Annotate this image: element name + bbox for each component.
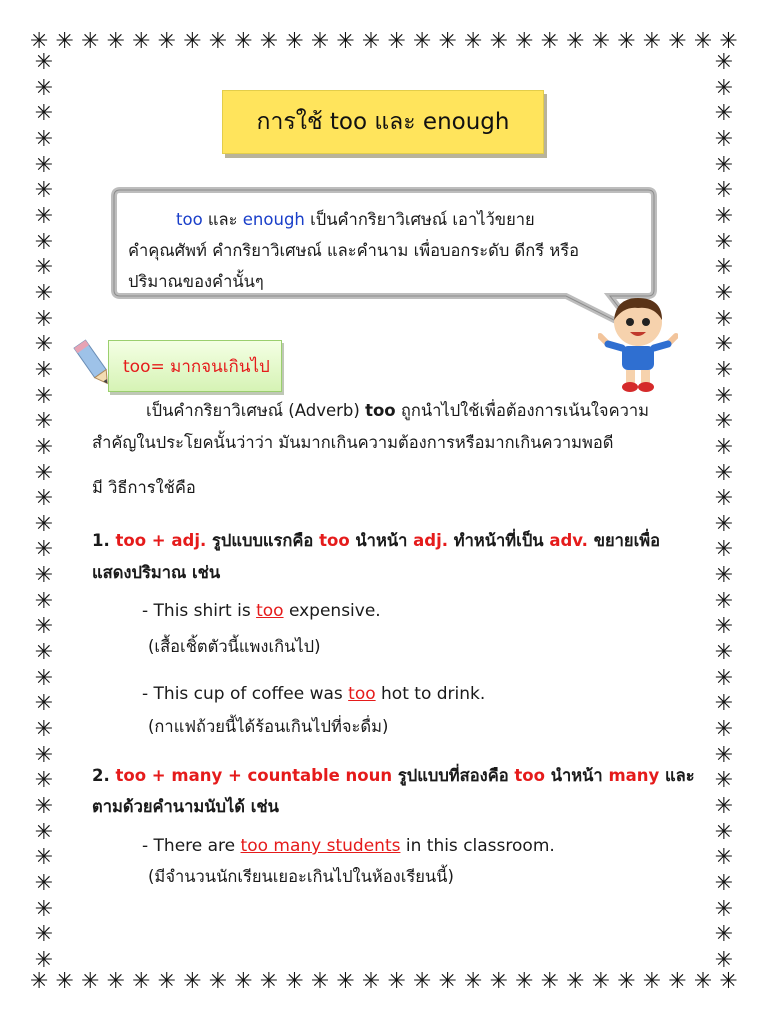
asterisk-border-icon: ✳ (157, 29, 177, 54)
asterisk-border-icon: ✳ (464, 29, 483, 54)
asterisk-border-icon: ✳ (642, 29, 662, 54)
asterisk-border-icon: ✳ (34, 383, 54, 409)
example1-post: expensive. (283, 601, 381, 621)
asterisk-border-icon: ✳ (714, 768, 734, 794)
asterisk-border-icon: ✳ (183, 969, 202, 994)
asterisk-border-icon: ✳ (34, 101, 54, 127)
asterisk-border-icon: ✳ (34, 178, 54, 204)
asterisk-border-icon: ✳ (34, 588, 54, 614)
boy-illustration (598, 292, 678, 394)
asterisk-border-icon: ✳ (714, 101, 734, 127)
asterisk-border-icon: ✳ (34, 434, 54, 460)
rule2-text1: รูปแบบที่สองคือ (392, 766, 515, 785)
asterisk-border-icon: ✳ (34, 126, 54, 152)
asterisk-border-icon: ✳ (714, 409, 734, 435)
rule1-text4: ขยายเพื่อ (587, 531, 661, 550)
asterisk-border-icon: ✳ (336, 29, 355, 54)
rule1-number: 1. (92, 531, 116, 550)
asterisk-border-icon: ✳ (310, 29, 330, 54)
rule1-text1: รูปแบบแรกคือ (206, 531, 320, 550)
rule1-pattern: too + adj. (115, 531, 207, 550)
border-left (30, 52, 58, 972)
asterisk-border-icon: ✳ (55, 29, 74, 54)
asterisk-border-icon: ✳ (208, 29, 228, 54)
asterisk-border-icon: ✳ (714, 50, 734, 75)
asterisk-border-icon: ✳ (714, 742, 734, 768)
asterisk-border-icon: ✳ (540, 969, 560, 994)
asterisk-border-icon: ✳ (34, 922, 54, 948)
asterisk-border-icon: ✳ (30, 29, 49, 54)
rule2-pattern: too + many + countable noun (115, 766, 393, 785)
asterisk-border-icon: ✳ (34, 691, 54, 717)
border-right (710, 52, 738, 972)
asterisk-border-icon: ✳ (719, 969, 738, 994)
rule1-line1 (92, 530, 660, 552)
asterisk-border-icon: ✳ (34, 871, 54, 896)
asterisk-border-icon: ✳ (719, 29, 738, 54)
asterisk-border-icon: ✳ (34, 819, 54, 845)
asterisk-border-icon: ✳ (132, 969, 151, 994)
asterisk-border-icon: ✳ (34, 845, 54, 871)
asterisk-border-icon: ✳ (132, 29, 151, 54)
asterisk-border-icon: ✳ (412, 969, 432, 994)
asterisk-border-icon: ✳ (714, 563, 734, 589)
desc-line1-post: ถูกนำไปใช้เพื่อต้องการเน้นใจความ (395, 401, 650, 420)
asterisk-border-icon: ✳ (34, 357, 54, 383)
example2-translation: (กาแฟถ้วยนี้ได้ร้อนเกินไปที่จะดื่ม) (148, 717, 389, 736)
asterisk-border-icon: ✳ (34, 50, 54, 75)
rule1-key-adj: adj. (413, 531, 448, 550)
asterisk-border-icon: ✳ (714, 75, 734, 101)
title-banner (222, 90, 544, 154)
asterisk-border-icon: ✳ (714, 357, 734, 383)
asterisk-border-icon: ✳ (714, 229, 734, 255)
asterisk-border-icon: ✳ (714, 588, 734, 614)
example2-key: too (348, 684, 376, 704)
asterisk-border-icon: ✳ (208, 969, 228, 994)
asterisk-border-icon: ✳ (438, 969, 457, 994)
asterisk-border-icon: ✳ (34, 794, 54, 820)
asterisk-border-icon: ✳ (387, 29, 406, 54)
asterisk-border-icon: ✳ (714, 922, 734, 948)
intro-word-enough: enough (242, 210, 305, 229)
asterisk-border-icon: ✳ (714, 871, 734, 896)
asterisk-border-icon: ✳ (310, 969, 330, 994)
asterisk-border-icon: ✳ (34, 332, 54, 358)
example3-key: too many students (240, 836, 401, 856)
asterisk-border-icon: ✳ (668, 969, 687, 994)
asterisk-border-icon: ✳ (489, 29, 508, 54)
example3-pre: - There are (142, 836, 241, 856)
asterisk-border-icon: ✳ (34, 896, 54, 922)
example3 (142, 835, 555, 857)
asterisk-border-icon: ✳ (714, 794, 734, 820)
asterisk-border-icon: ✳ (566, 969, 585, 994)
asterisk-border-icon: ✳ (714, 717, 734, 743)
rule2-text2: นำหน้า (544, 766, 609, 785)
asterisk-border-icon: ✳ (361, 969, 381, 994)
asterisk-border-icon: ✳ (259, 29, 279, 54)
intro-word-too: too (176, 210, 203, 229)
asterisk-border-icon: ✳ (515, 29, 534, 54)
asterisk-border-icon: ✳ (714, 306, 734, 332)
asterisk-border-icon: ✳ (566, 29, 585, 54)
rule2-line2: ตามด้วยคำนามนับได้ เช่น (92, 797, 279, 816)
desc-line2: สำคัญในประโยคนั้นว่าว่า มันมากเกินความต้องการหรือมากเกินความพอดี (92, 433, 614, 452)
rule1-line2: แสดงปริมาณ เช่น (92, 563, 221, 582)
rule2-key-too: too (514, 766, 545, 785)
example3-translation: (มีจำนวนนักเรียนเยอะเกินไปในห้องเรียนนี้) (148, 867, 454, 886)
rule1-text2: นำหน้า (349, 531, 414, 550)
asterisk-border-icon: ✳ (106, 29, 126, 54)
asterisk-border-icon: ✳ (515, 969, 534, 994)
intro-line3: ปริมาณของคำนั้นๆ (128, 272, 264, 291)
asterisk-border-icon: ✳ (489, 969, 508, 994)
example2 (142, 683, 485, 705)
asterisk-border-icon: ✳ (714, 511, 734, 537)
border-bottom (30, 968, 738, 996)
rule2-key-many: many (608, 766, 660, 785)
asterisk-border-icon: ✳ (714, 280, 734, 306)
desc-line1 (146, 400, 649, 422)
asterisk-border-icon: ✳ (714, 332, 734, 358)
asterisk-border-icon: ✳ (714, 203, 734, 229)
intro-line1-rest: เป็นคำกริยาวิเศษณ์ เอาไว้ขยาย (304, 210, 535, 229)
asterisk-border-icon: ✳ (714, 537, 734, 563)
rule1-key-too: too (319, 531, 350, 550)
asterisk-border-icon: ✳ (285, 29, 304, 54)
asterisk-border-icon: ✳ (617, 29, 636, 54)
asterisk-border-icon: ✳ (106, 969, 126, 994)
rule1-key-adv: adv. (549, 531, 588, 550)
asterisk-border-icon: ✳ (714, 126, 734, 152)
asterisk-border-icon: ✳ (693, 969, 713, 994)
asterisk-border-icon: ✳ (34, 614, 54, 640)
asterisk-border-icon: ✳ (34, 280, 54, 306)
page-title: การใช้ too และ enough (256, 109, 510, 135)
asterisk-border-icon: ✳ (34, 409, 54, 435)
asterisk-border-icon: ✳ (81, 969, 100, 994)
asterisk-border-icon: ✳ (714, 845, 734, 871)
asterisk-border-icon: ✳ (34, 537, 54, 563)
asterisk-border-icon: ✳ (714, 383, 734, 409)
rule1-text3: ทำหน้าที่เป็น (448, 531, 550, 550)
asterisk-border-icon: ✳ (714, 178, 734, 204)
asterisk-border-icon: ✳ (81, 29, 100, 54)
asterisk-border-icon: ✳ (714, 819, 734, 845)
desc-line1-pre: เป็นคำกริยาวิเศษณ์ (Adverb) (146, 401, 366, 420)
asterisk-border-icon: ✳ (34, 486, 54, 512)
asterisk-border-icon: ✳ (157, 969, 177, 994)
asterisk-border-icon: ✳ (714, 434, 734, 460)
intro-line2: คำคุณศัพท์ คำกริยาวิเศษณ์ และคำนาม เพื่อบอกระดับ ดีกรี หรือ (128, 241, 580, 260)
asterisk-border-icon: ✳ (714, 460, 734, 486)
asterisk-border-icon: ✳ (714, 152, 734, 178)
asterisk-border-icon: ✳ (336, 969, 355, 994)
rule2-number: 2. (92, 766, 116, 785)
rule2-text3: และ (659, 766, 695, 785)
asterisk-border-icon: ✳ (540, 29, 560, 54)
asterisk-border-icon: ✳ (34, 947, 54, 973)
example3-post: in this classroom. (400, 836, 555, 856)
asterisk-border-icon: ✳ (34, 306, 54, 332)
intro-text (128, 204, 628, 297)
asterisk-border-icon: ✳ (30, 969, 49, 994)
asterisk-border-icon: ✳ (34, 152, 54, 178)
asterisk-border-icon: ✳ (412, 29, 432, 54)
example1-translation: (เสื้อเชิ้ตตัวนี้แพงเกินไป) (148, 637, 321, 656)
asterisk-border-icon: ✳ (34, 768, 54, 794)
asterisk-border-icon: ✳ (714, 665, 734, 691)
asterisk-border-icon: ✳ (234, 969, 253, 994)
asterisk-border-icon: ✳ (34, 203, 54, 229)
asterisk-border-icon: ✳ (34, 563, 54, 589)
asterisk-border-icon: ✳ (464, 969, 483, 994)
asterisk-border-icon: ✳ (714, 614, 734, 640)
asterisk-border-icon: ✳ (34, 665, 54, 691)
asterisk-border-icon: ✳ (34, 255, 54, 281)
example1 (142, 600, 381, 622)
asterisk-border-icon: ✳ (617, 969, 636, 994)
asterisk-border-icon: ✳ (34, 229, 54, 255)
asterisk-border-icon: ✳ (55, 969, 74, 994)
asterisk-border-icon: ✳ (591, 969, 611, 994)
asterisk-border-icon: ✳ (34, 717, 54, 743)
border-top (30, 28, 738, 56)
asterisk-border-icon: ✳ (361, 29, 381, 54)
asterisk-border-icon: ✳ (714, 640, 734, 666)
intro-and: และ (202, 210, 243, 229)
desc-keyword-too: too (365, 401, 396, 420)
section-label: too= มากจนเกินไป (123, 356, 270, 377)
example2-pre: - This cup of coffee was (142, 684, 349, 704)
asterisk-border-icon: ✳ (34, 75, 54, 101)
asterisk-border-icon: ✳ (285, 969, 304, 994)
asterisk-border-icon: ✳ (642, 969, 662, 994)
asterisk-border-icon: ✳ (34, 511, 54, 537)
asterisk-border-icon: ✳ (438, 29, 457, 54)
asterisk-border-icon: ✳ (714, 947, 734, 973)
example2-post: hot to drink. (375, 684, 486, 704)
asterisk-border-icon: ✳ (34, 640, 54, 666)
section-label-box (108, 340, 282, 392)
asterisk-border-icon: ✳ (693, 29, 713, 54)
asterisk-border-icon: ✳ (714, 255, 734, 281)
asterisk-border-icon: ✳ (34, 460, 54, 486)
asterisk-border-icon: ✳ (668, 29, 687, 54)
example1-pre: - This shirt is (142, 601, 257, 621)
asterisk-border-icon: ✳ (591, 29, 611, 54)
desc-line3: มี วิธีการใช้คือ (92, 478, 196, 497)
asterisk-border-icon: ✳ (259, 969, 279, 994)
asterisk-border-icon: ✳ (183, 29, 202, 54)
asterisk-border-icon: ✳ (387, 969, 406, 994)
asterisk-border-icon: ✳ (714, 691, 734, 717)
asterisk-border-icon: ✳ (714, 896, 734, 922)
asterisk-border-icon: ✳ (714, 486, 734, 512)
asterisk-border-icon: ✳ (234, 29, 253, 54)
example1-key: too (256, 601, 284, 621)
asterisk-border-icon: ✳ (34, 742, 54, 768)
rule2-line1 (92, 765, 695, 787)
